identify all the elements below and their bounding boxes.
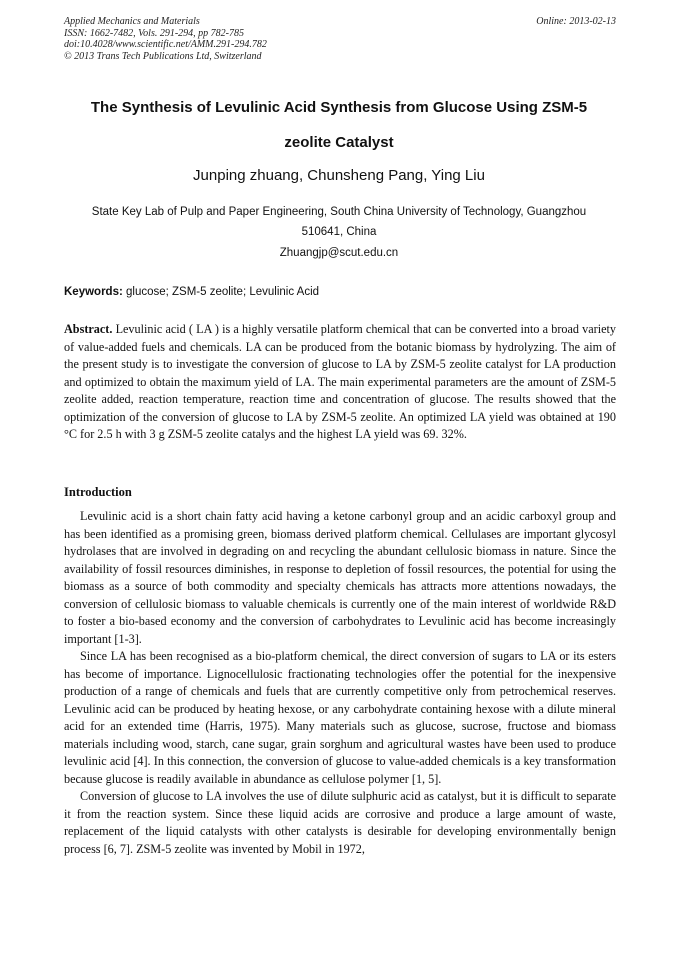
title-line-2: zeolite Catalyst	[284, 134, 394, 151]
copyright-line: © 2013 Trans Tech Publications Ltd, Switzerland	[64, 50, 262, 62]
section-heading-introduction: Introduction	[64, 485, 132, 499]
paper-title	[40, 90, 638, 160]
keywords-text: glucose; ZSM-5 zeolite; Levulinic Acid	[122, 286, 320, 298]
keywords	[64, 283, 616, 301]
abstract-text: Levulinic acid ( LA ) is a highly versatile platform chemical that can be converted into a broad variety of value-added fuels and chemicals. LA can be produced from the botanic biomass by hydrolyzing. The aim of the present study is to investigate the conversion of glucose to LA by ZSM-5 zeolite catalyst for LA production and optimized to obtain the maximum yield of LA. The main experimental parameters are the amount of ZSM-5 zeolite added, reaction temperature, reaction time and concentration of glucose. The results showed that the optimization of the conversion of glucose to LA by ZSM-5 zeolite. An optimized LA yield was obtained at 190 °C for 2.5 h with 3 g ZSM-5 zeolite catalys and the highest LA yield was 69. 32%.	[64, 322, 616, 441]
affiliation-line-1: State Key Lab of Pulp and Paper Engineering, South China University of Technology, Guangzhou	[91, 206, 587, 218]
abstract-label: Abstract.	[64, 322, 113, 336]
online-date: Online: 2013-02-13	[536, 16, 616, 27]
paragraph: Since LA has been recognised as a bio-platform chemical, the direct conversion of sugars to LA or its esters has become of importance. Lignocellulosic fractionating technologies offer the potential for the inexpensive production of a range of chemicals and fuels that are currently competitive only from petrochemical reserves. Levulinic acid can be produced by heating hexose, or any carbohydrate containing hexose with a dilute mineral acid for an extended time (Harris, 1975). Many materials such as glucose, sucrose, fructose and biomass materials including wood, starch, cane sugar, grain sorghum and agricultural wastes have been used to produce levulinic acid [4]. In this connection, the conversion of glucose to value-added chemicals is a key transformation because glucose is readily available in abundance as cellulose polymer [1, 5].	[64, 649, 616, 786]
paragraph: Levulinic acid is a short chain fatty acid having a ketone carbonyl group and an acidic carboxyl group and has been identified as a promising green, biomass derived platform chemical. Cellulases are important glycosyl hydrolases that are involved in degrading on and recycling the abundant cellulosic biomass in nature. Since the availability of fossil resources diminishes, in response to depletion of fossil resources, the potential for using the biomass as a source of both commodity and specialty chemicals has attracts more attentions nowadays, the conversion of cellulosic biomass to valuable chemicals is currently one of the main interest of worldwide R&D to foster a bio-based economy and the conversion of carbohydrates to Levulinic acid has become increasingly important [1-3].	[64, 509, 616, 646]
keywords-label: Keywords:	[64, 286, 123, 298]
issn-line: ISSN: 1662-7482, Vols. 291-294, pp 782-785	[64, 27, 244, 39]
author-email: Zhuangjp@scut.edu.cn	[279, 247, 399, 259]
introduction-body	[64, 508, 616, 858]
paragraph: Conversion of glucose to LA involves the use of dilute sulphuric acid as catalyst, but it is difficult to separate it from the reaction system. Since these liquid acids are corrosive and produce a large amount of waste, replacement of the liquid catalysts with other catalysts is desirable for developing environmentally benign process [6, 7]. ZSM-5 zeolite was invented by Mobil in 1972,	[64, 789, 616, 856]
title-line-1: The Synthesis of Levulinic Acid Synthesis from Glucose Using ZSM-5	[90, 99, 588, 116]
abstract	[64, 321, 616, 444]
author-list: Junping zhuang, Chunsheng Pang, Ying Liu	[193, 167, 485, 184]
affiliation	[50, 202, 628, 242]
affiliation-line-2: 510641, China	[301, 226, 377, 238]
doi-line: doi:10.4028/www.scientific.net/AMM.291-294.782	[64, 39, 267, 50]
journal-name: Applied Mechanics and Materials	[64, 16, 200, 27]
publication-header	[64, 16, 616, 62]
